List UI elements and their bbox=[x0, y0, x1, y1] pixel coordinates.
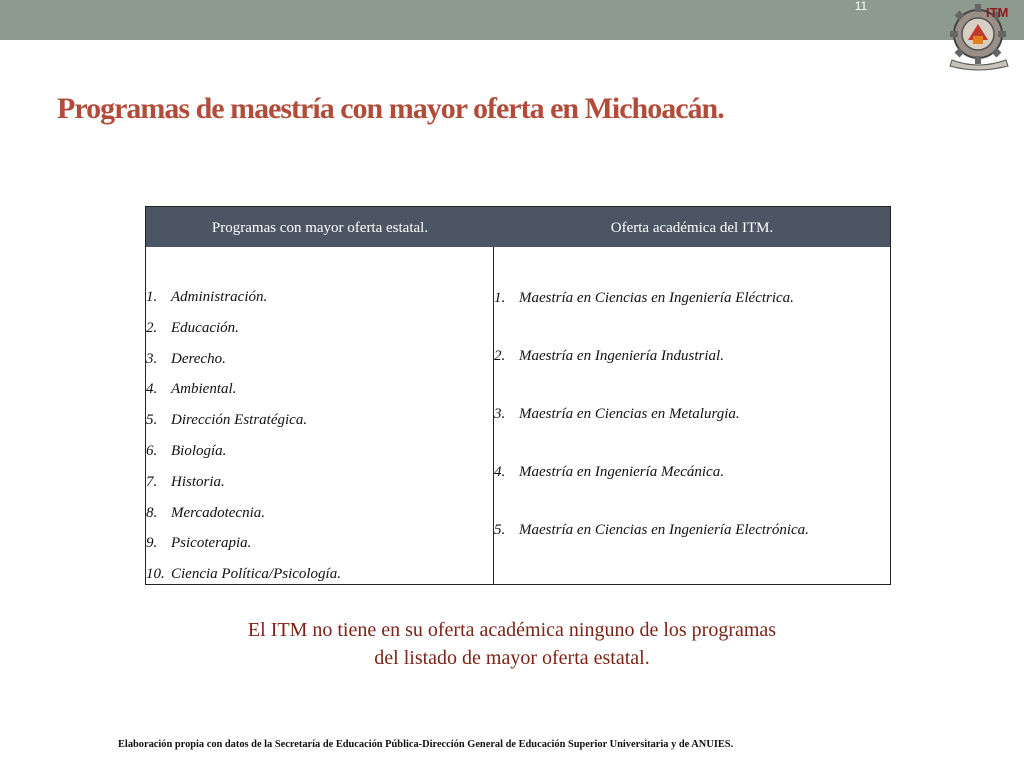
programs-table bbox=[145, 206, 891, 585]
itm-programs-list bbox=[494, 288, 890, 578]
state-programs-list bbox=[146, 287, 492, 595]
table-header bbox=[146, 207, 890, 247]
list-item: 2. Maestría en Ingeniería Industrial. bbox=[494, 348, 724, 364]
header-state-programs: Programas con mayor oferta estatal. bbox=[211, 220, 429, 236]
list-item: 1. Maestría en Ciencias en Ingeniería Eléctrica. bbox=[494, 290, 794, 306]
list-item: 7. Historia. bbox=[146, 473, 225, 490]
conclusion-line-2: del listado de mayor oferta estatal. bbox=[374, 647, 650, 669]
svg-text:ITM: ITM bbox=[986, 5, 1009, 20]
list-item: 4. Maestría en Ingeniería Mecánica. bbox=[494, 464, 724, 480]
conclusion-note bbox=[150, 616, 874, 676]
slide-number: 11 bbox=[854, 0, 868, 13]
list-item: 2. Educación. bbox=[146, 319, 239, 336]
list-item: 9. Psicoterapia. bbox=[146, 535, 252, 552]
list-item: 1. Administración. bbox=[146, 289, 268, 305]
list-item: 5. Dirección Estratégica. bbox=[146, 412, 308, 429]
list-item: 3. Derecho. bbox=[146, 350, 226, 367]
conclusion-line-1: El ITM no tiene en su oferta académica ninguno de los programas bbox=[247, 619, 777, 641]
list-item: 10. Ciencia Política/Psicología. bbox=[146, 566, 341, 583]
list-item: 5. Maestría en Ciencias en Ingeniería Electrónica. bbox=[494, 522, 809, 538]
source-footnote: Elaboración propia con datos de la Secretaría de Educación Pública-Dirección General de Educación Superior Universitaria y de ANUIES. bbox=[118, 739, 734, 750]
header-itm-programs: Oferta académica del ITM. bbox=[610, 220, 774, 236]
page-title: Programas de maestría con mayor oferta en Michoacán. bbox=[57, 92, 724, 125]
list-item: 3. Maestría en Ciencias en Metalurgia. bbox=[494, 406, 740, 422]
list-item: 8. Mercadotecnia. bbox=[146, 504, 265, 521]
list-item: 6. Biología. bbox=[146, 442, 227, 459]
gear-emblem-icon bbox=[946, 0, 1020, 72]
list-item: 4. Ambiental. bbox=[146, 381, 237, 398]
